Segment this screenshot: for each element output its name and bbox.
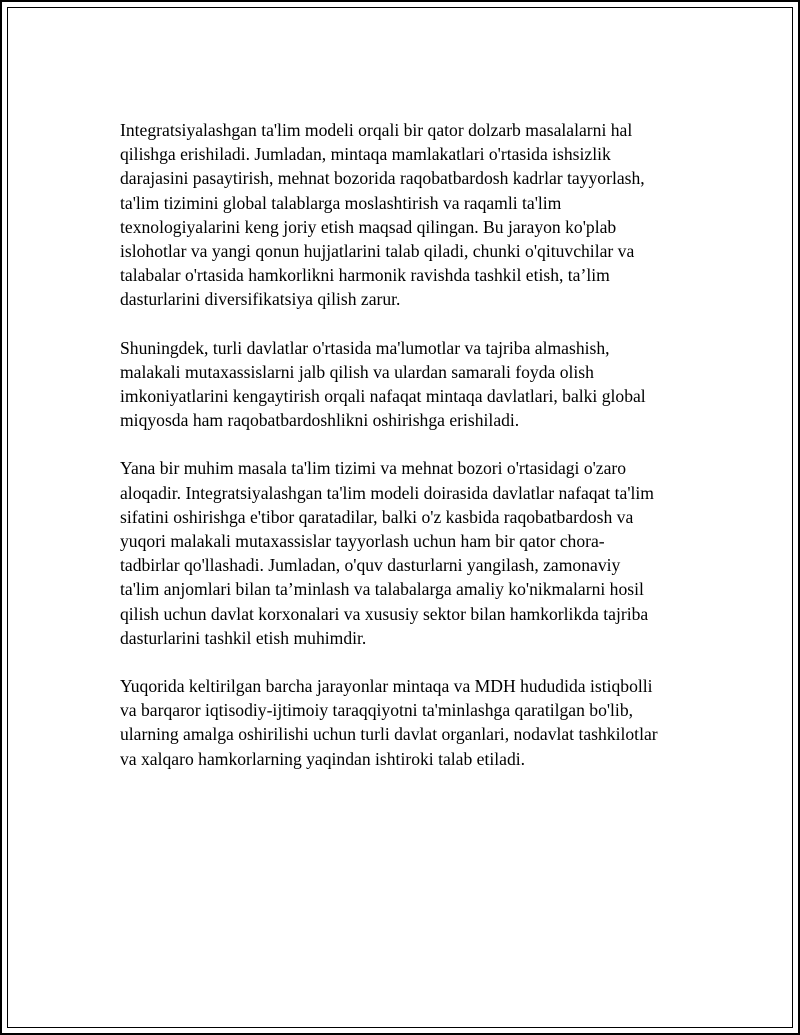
paragraph-1 [120, 118, 700, 312]
text-line: qilishga erishiladi. Jumladan, mintaqa mamlakatlari o'rtasida ishsizlik [120, 144, 611, 165]
text-line: aloqadir. Integratsiyalashgan ta'lim modeli doirasida davlatlar nafaqat ta'lim [120, 482, 654, 503]
text-line: ta'lim tizimini global talablarga moslashtirish va raqamli ta'lim [120, 192, 562, 213]
text-line: yuqori malakali mutaxassislar tayyorlash uchun ham bir qator chora- [120, 531, 605, 552]
text-line: islohotlar va yangi qonun hujjatlarini talab qiladi, chunki o'qituvchilar va [120, 241, 635, 262]
text-line: ularning amalga oshirilishi uchun turli davlat organlari, nodavlat tashkilotlar [120, 724, 658, 745]
text-line: imkoniyatlarini kengaytirish orqali nafaqat mintaqa davlatlari, balki global [120, 386, 646, 407]
text-line: miqyosda ham raqobatbardoshlikni oshirishga erishiladi. [120, 410, 520, 431]
text-line: sifatini oshirishga e'tibor qaratadilar, balki o'z kasbida raqobatbardosh va [120, 506, 634, 527]
paragraph-3 [120, 456, 700, 650]
paragraph-4 [120, 674, 700, 771]
text-line: va xalqaro hamkorlarning yaqindan ishtiroki talab etiladi. [120, 748, 526, 769]
text-line: Yana bir muhim masala ta'lim tizimi va mehnat bozori o'rtasidagi o'zaro [120, 458, 627, 479]
text-line: qilish uchun davlat korxonalari va xususiy sektor bilan hamkorlikda tajriba [120, 603, 649, 624]
text-line: texnologiyalarini keng joriy etish maqsad qilingan. Bu jarayon ko'plab [120, 216, 617, 237]
text-line: va barqaror iqtisodiy-ijtimoiy taraqqiyotni ta'minlashga qaratilgan bo'lib, [120, 700, 634, 721]
text-line: Integratsiyalashgan ta'lim modeli orqali bir qator dolzarb masalalarni hal [120, 120, 633, 140]
text-line: malakali mutaxassislarni jalb qilish va ulardan samarali foyda olish [120, 361, 594, 382]
text-line: talabalar o'rtasida hamkorlikni harmonik ravishda tashkil etish, ta’lim [120, 265, 610, 286]
text-line: darajasini pasaytirish, mehnat bozorida raqobatbardosh kadrlar tayyorlash, [120, 168, 645, 189]
document-body [120, 118, 700, 795]
text-line: tadbirlar qo'llashadi. Jumladan, o'quv dasturlarni yangilash, zamonaviy [120, 555, 621, 576]
text-line: dasturlarini diversifikatsiya qilish zarur. [120, 289, 401, 310]
text-line: ta'lim anjomlari bilan ta’minlash va talabalarga amaliy ko'nikmalarni hosil [120, 579, 644, 600]
text-line: dasturlarini tashkil etish muhimdir. [120, 627, 367, 648]
paragraph-2 [120, 336, 700, 433]
text-line: Shuningdek, turli davlatlar o'rtasida ma'lumotlar va tajriba almashish, [120, 337, 610, 358]
text-line: Yuqorida keltirilgan barcha jarayonlar mintaqa va MDH hududida istiqbolli [120, 676, 653, 697]
